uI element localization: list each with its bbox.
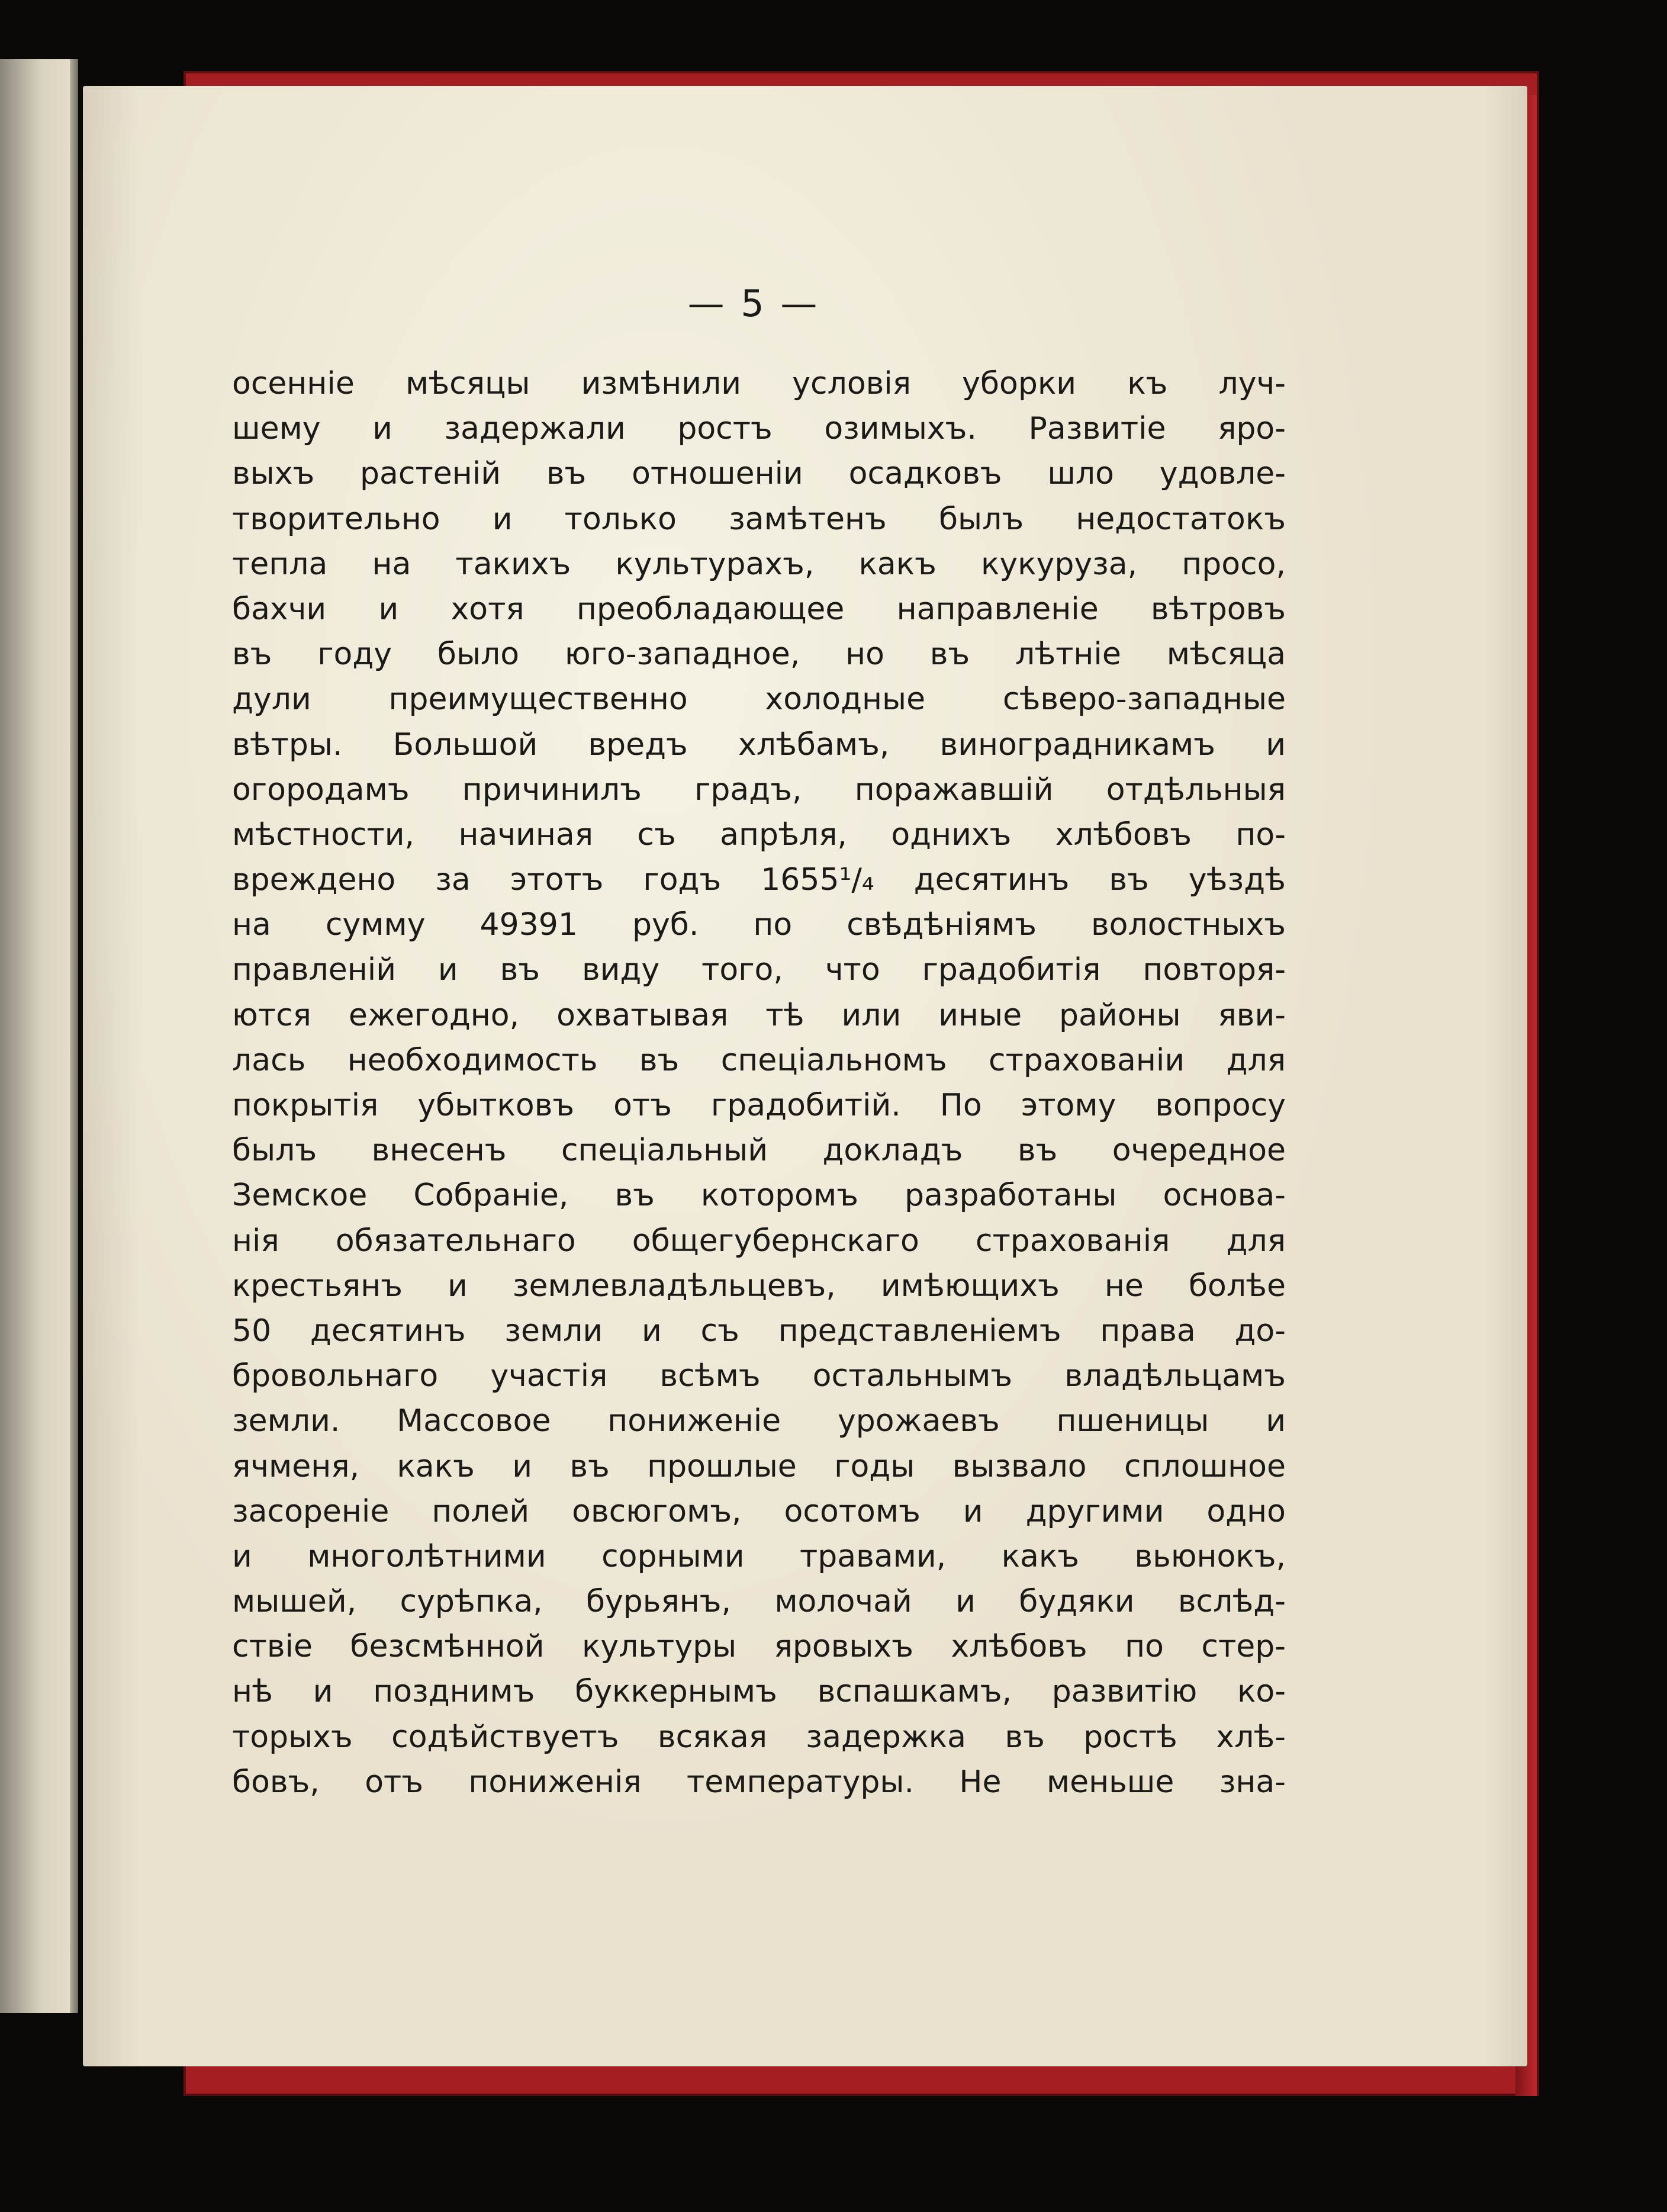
text-line: ствie безсмѣнной культуры яровыхъ хлѣбовъ по стер- — [232, 1629, 1286, 1665]
text-line: мышей, сурѣпка, бурьянъ, молочай и будяки вслѣд- — [232, 1584, 1286, 1620]
text-line: торыхъ содѣйствуетъ всякая задержка въ ростѣ хлѣ- — [232, 1719, 1286, 1755]
text-line: правленiй и въ виду того, что градобитiя повторя- — [232, 952, 1286, 988]
text-line: выхъ растенiй въ отношенiи осадковъ шло удовле- — [232, 456, 1286, 492]
page-number: — 5 — — [687, 282, 820, 325]
text-line: ячменя, какъ и въ прошлые годы вызвало сплошное — [232, 1448, 1286, 1484]
text-line: земли. Массовое пониженie урожаевъ пшеницы и — [232, 1403, 1286, 1439]
text-line: лась необходимость въ спецiальномъ страхованiи для — [232, 1042, 1286, 1078]
text-line: ются ежегодно, охватывая тѣ или иные районы яви- — [232, 997, 1286, 1033]
text-line: мѣстности, начиная съ апрѣля, однихъ хлѣбовъ по- — [232, 816, 1286, 853]
text-line: тепла на такихъ культурахъ, какъ кукуруза, просо, — [232, 546, 1286, 582]
text-line: въ году было юго-западное, но въ лѣтнie мѣсяца — [232, 636, 1286, 673]
text-line: засоренie полей овсюгомъ, осотомъ и другими одно — [232, 1493, 1286, 1529]
book-gutter — [70, 59, 78, 2013]
text-line: нiя обязательнаго общегубернскаго страхованiя для — [232, 1223, 1286, 1259]
text-line: бахчи и хотя преобладающее направленie вѣтровъ — [232, 591, 1286, 627]
left-page-edge — [0, 59, 74, 2013]
text-line: осеннie мѣсяцы измѣнили условiя уборки къ луч- — [232, 366, 1286, 401]
body-text — [232, 361, 1286, 1805]
text-line: дули преимущественно холодные сѣверо-западные — [232, 681, 1286, 718]
text-line: вреждено за этотъ годъ 1655¹/₄ десятинъ въ уѣздѣ — [232, 862, 1286, 898]
text-line: Земское Собранie, въ которомъ разработаны основа- — [232, 1178, 1286, 1214]
text-line: 50 десятинъ земли и съ представленiемъ права до- — [232, 1313, 1286, 1349]
text-line: и многолѣтними сорными травами, какъ вьюнокъ, — [232, 1538, 1286, 1574]
text-line: творительно и только замѣтенъ былъ недостатокъ — [232, 501, 1286, 537]
text-line: огородамъ причинилъ градъ, поражавшiй отдѣльныя — [232, 771, 1286, 808]
text-line: на сумму 49391 руб. по свѣдѣнiямъ волостныхъ — [232, 907, 1286, 943]
text-line: крестьянъ и землевладѣльцевъ, имѣющихъ не болѣе — [232, 1268, 1286, 1304]
text-line: покрытiя убытковъ отъ градобитiй. По этому вопросу — [232, 1088, 1286, 1123]
text-line: бовъ, отъ пониженiя температуры. Не меньше зна- — [232, 1764, 1286, 1800]
text-line: былъ внесенъ спецiальный докладъ въ очередное — [232, 1133, 1286, 1169]
text-line: вѣтры. Большой вредъ хлѣбамъ, виноградникамъ и — [232, 726, 1286, 763]
text-line: шему и задержали ростъ озимыхъ. Развитie яро- — [232, 411, 1286, 447]
text-line: нѣ и позднимъ буккернымъ вспашкамъ, развитiю ко- — [232, 1674, 1286, 1710]
text-line: бровольнаго участiя всѣмъ остальнымъ владѣльцамъ — [232, 1358, 1286, 1394]
